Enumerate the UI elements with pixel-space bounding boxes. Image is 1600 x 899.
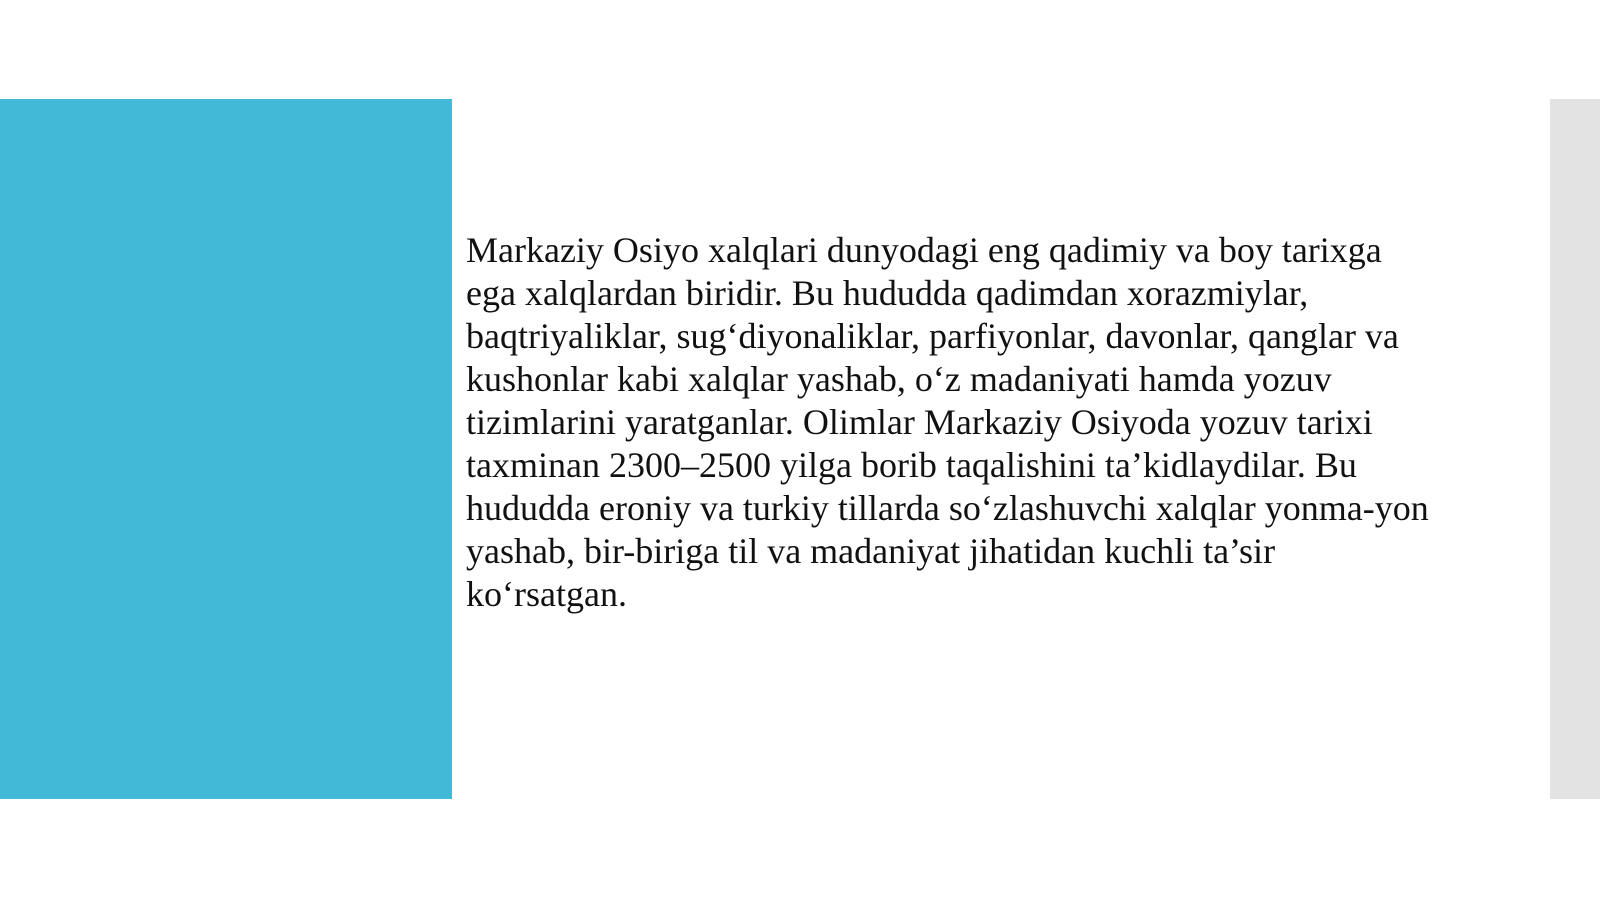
side-gray-strip [1550, 99, 1600, 799]
slide-body-text: Markaziy Osiyo xalqlari dunyodagi eng qadimiy va boy tarixga ega xalqlardan biridir. Bu hududda qadimdan xorazmiylar, baqtriyaliklar, sug‘diyonaliklar, parfiyonlar, davonlar, qanglar va kushonlar kabi xalqlar yashab, o‘z madaniyati hamda yozuv tizimlarini yaratganlar. Olimlar Markaziy Osiyoda yozuv tarixi taxminan 2300–2500 yilga borib taqalishini ta’kidlaydilar. Bu hududda eroniy va turkiy tillarda so‘zlashuvchi xalqlar yonma-yon yashab, bir-biriga til va madaniyat jihatidan kuchli ta’sir ko‘rsatgan. [466, 230, 1429, 614]
accent-color-panel [0, 99, 452, 799]
